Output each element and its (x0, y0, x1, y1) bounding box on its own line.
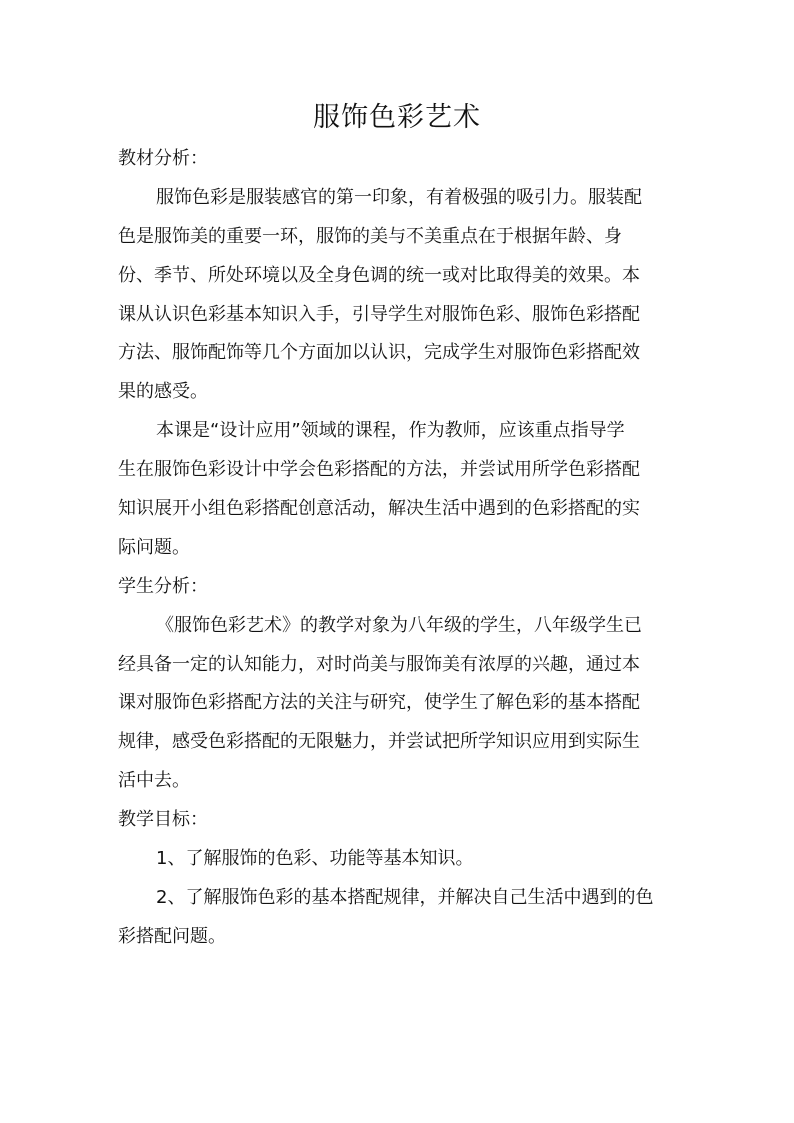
section-textbook-analysis (118, 140, 686, 568)
goal-item-2 (118, 879, 686, 957)
paragraph (118, 179, 686, 412)
paragraph (118, 607, 686, 801)
paragraph-line: 课对服饰色彩搭配方法的关注与研究，使学生了解色彩的基本搭配 (118, 692, 640, 714)
paragraph-line: 彩搭配问题。 (118, 925, 226, 947)
paragraph-line: 际问题。 (118, 536, 190, 558)
paragraph-line: 知识展开小组色彩搭配创意活动，解决生活中遇到的色彩搭配的实 (118, 498, 640, 520)
paragraph-line: 色是服饰美的重要一环，服饰的美与不美重点在于根据年龄、身 (118, 225, 622, 247)
section-heading: 教材分析： (118, 148, 208, 169)
document-title: 服饰色彩艺术 (313, 102, 481, 133)
document-body (118, 140, 686, 957)
goal-item-1 (118, 840, 686, 879)
paragraph-line: 经具备一定的认知能力，对时尚美与服饰美有浓厚的兴趣，通过本 (118, 653, 640, 675)
paragraph-line: 1、了解服饰的色彩、功能等基本知识。 (156, 848, 474, 870)
paragraph (118, 412, 686, 568)
paragraph-line: 规律，感受色彩搭配的无限魅力，并尝试把所学知识应用到实际生 (118, 731, 640, 753)
section-heading: 教学目标： (118, 809, 208, 831)
paragraph-line: 课从认识色彩基本知识入手，引导学生对服饰色彩、服饰色彩搭配 (118, 303, 640, 325)
section-teaching-goals (118, 801, 686, 957)
paragraph-line: 方法、服饰配饰等几个方面加以认识，完成学生对服饰色彩搭配效 (118, 342, 640, 364)
paragraph-line: 《服饰色彩艺术》的教学对象为八年级的学生，八年级学生已 (156, 614, 642, 636)
paragraph-line: 活中去。 (118, 770, 190, 792)
paragraph-line: 服饰色彩是服装感官的第一印象，有着极强的吸引力。服装配 (156, 186, 642, 208)
section-student-analysis (118, 568, 686, 801)
paragraph-line: 果的感受。 (118, 381, 208, 403)
paragraph-line: 2、了解服饰色彩的基本搭配规律，并解决自己生活中遇到的色 (156, 886, 654, 908)
paragraph-line: 本课是“设计应用”领域的课程，作为教师，应该重点指导学 (156, 420, 625, 442)
paragraph-line: 份、季节、所处环境以及全身色调的统一或对比取得美的效果。本 (118, 264, 640, 286)
paragraph-line: 生在服饰色彩设计中学会色彩搭配的方法，并尝试用所学色彩搭配 (118, 459, 640, 481)
section-heading: 学生分析： (118, 575, 208, 597)
